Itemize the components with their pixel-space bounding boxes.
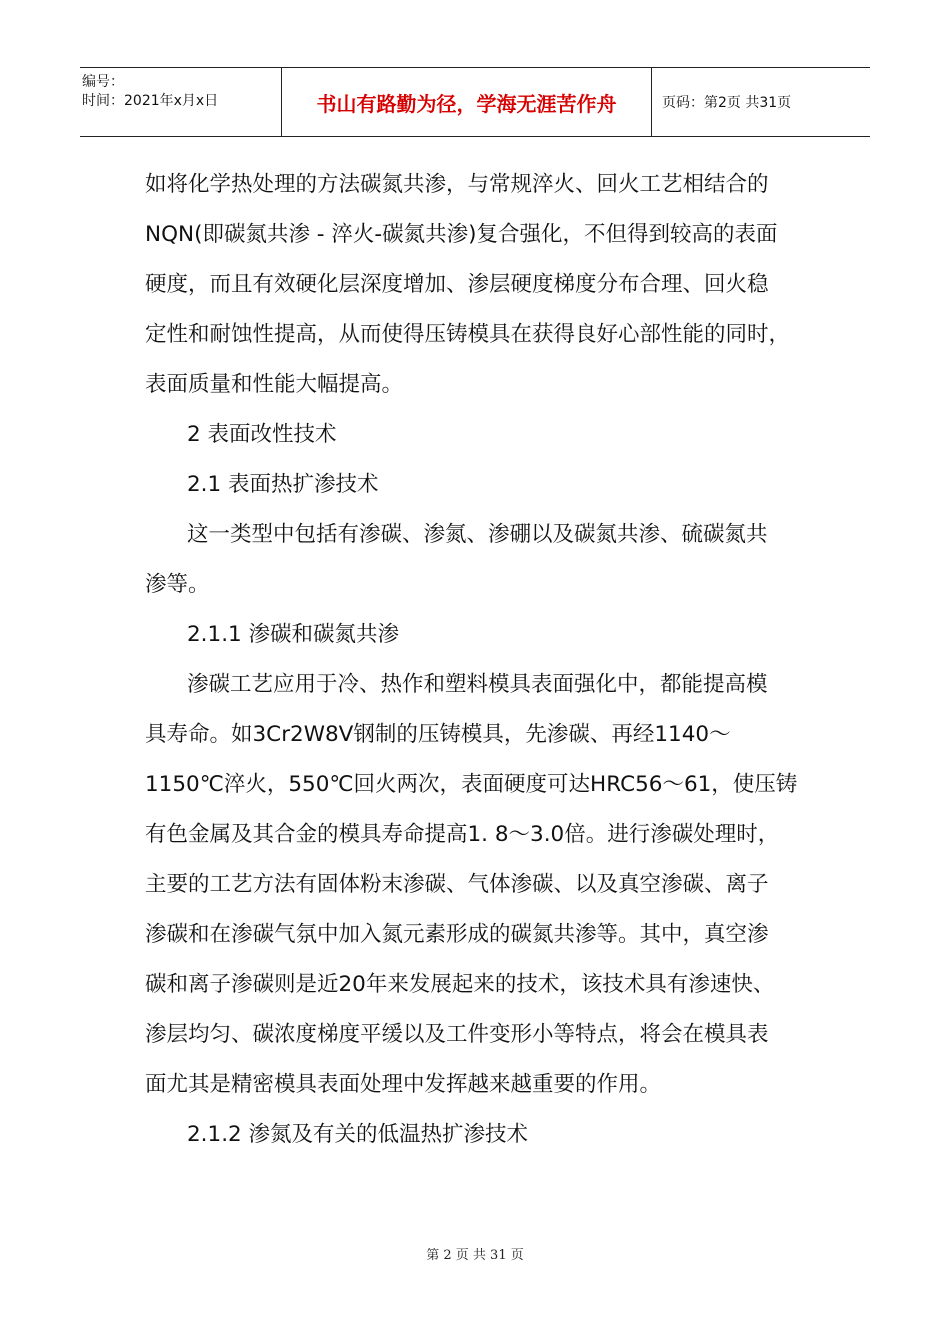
document-body [145,160,805,1160]
text-line: 渗碳和在渗碳气氛中加入氮元素形成的碳氮共渗等。其中，真空渗 [145,922,769,947]
number-label: 编号： [82,74,124,90]
text-line: 渗等。 [145,572,210,597]
section-heading: 2 表面改性技术 [187,422,337,447]
section-heading: 2.1 表面热扩渗技术 [187,472,379,497]
text-line: 面尤其是精密模具表面处理中发挥越来越重要的作用。 [145,1072,662,1097]
text-line: 渗碳工艺应用于冷、热作和塑料模具表面强化中，都能提高模 [187,672,768,697]
text-line: 有色金属及其合金的模具寿命提高1. 8～3.0倍。进行渗碳处理时， [145,822,780,847]
text-line: 表面质量和性能大幅提高。 [145,372,404,397]
text-line: 碳和离子渗碳则是近20年来发展起来的技术，该技术具有渗速快、 [145,972,775,997]
header-page-info: 页码：第2页 共31页 [662,95,792,111]
header-meta [80,68,282,136]
text-line: 硬度，而且有效硬化层深度增加、渗层硬度梯度分布合理、回火稳 [145,272,769,297]
page-header [80,67,870,137]
page-footer: 第 2 页 共 31 页 [426,1248,524,1263]
header-motto: 书山有路勤为径，学海无涯苦作舟 [282,68,652,136]
text-line: 如将化学热处理的方法碳氮共渗，与常规淬火、回火工艺相结合的 [145,172,769,197]
text-line: 具寿命。如3Cr2W8V钢制的压铸模具，先渗碳、再经1140～ [145,722,731,747]
text-line: 定性和耐蚀性提高，从而使得压铸模具在获得良好心部性能的同时， [145,322,791,347]
text-line: 渗层均匀、碳浓度梯度平缓以及工件变形小等特点，将会在模具表 [145,1022,769,1047]
text-line: 1150℃淬火，550℃回火两次，表面硬度可达HRC56～61，使压铸 [145,772,798,797]
text-line: 这一类型中包括有渗碳、渗氮、渗硼以及碳氮共渗、硫碳氮共 [187,522,768,547]
time-label: 时间：2021年x月x日 [82,93,219,109]
section-heading: 2.1.2 渗氮及有关的低温热扩渗技术 [187,1122,529,1147]
section-heading: 2.1.1 渗碳和碳氮共渗 [187,622,400,647]
text-line: 主要的工艺方法有固体粉末渗碳、气体渗碳、以及真空渗碳、离子 [145,872,769,897]
text-line: NQN(即碳氮共渗 - 淬火-碳氮共渗)复合强化，不但得到较高的表面 [145,222,778,247]
